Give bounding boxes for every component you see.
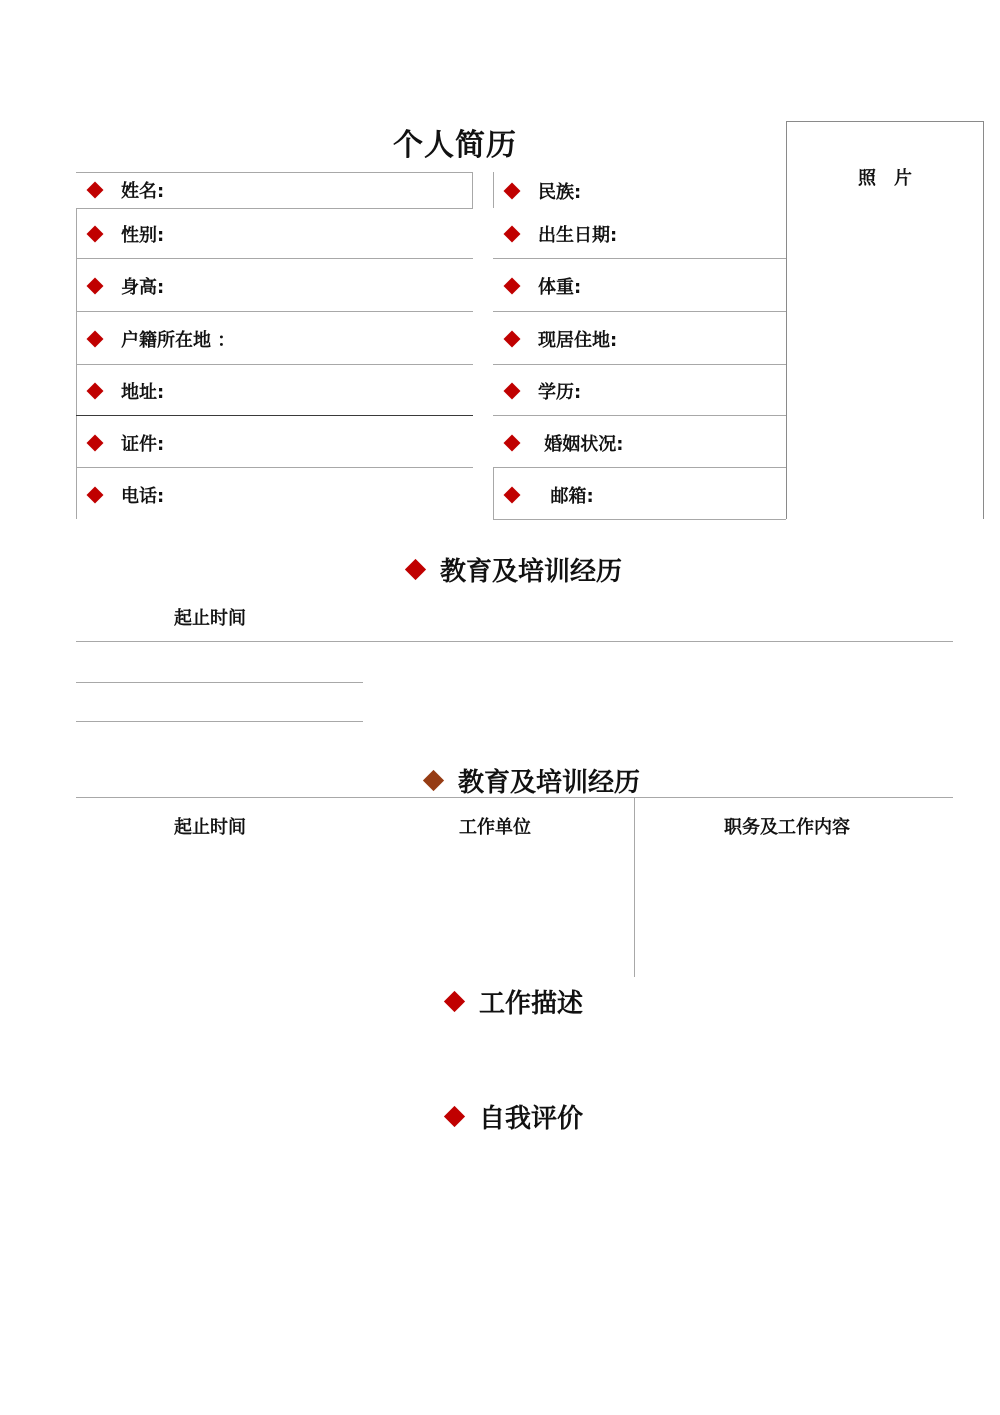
page-title: 个人简历 [393,128,517,163]
table-bottom-line-right [493,519,786,520]
bullet-diamond-icon [87,278,104,295]
row-divider-2-right [493,258,786,259]
field-current-residence[interactable] [506,326,617,352]
field-marital-status[interactable] [506,430,623,456]
bullet-diamond-icon [504,331,521,348]
bullet-diamond-icon [87,435,104,452]
experience-col-unit: 工作单位 [459,817,531,838]
field-label: 姓名: [121,181,165,202]
field-gender[interactable] [89,221,164,247]
row-divider-3-left [76,311,473,312]
row-divider-4-right [493,364,786,365]
education-col-time: 起止时间 [174,608,246,629]
experience-col-duty: 职务及工作内容 [724,817,850,838]
phone-row-right-border [493,467,494,520]
experience-top-line [76,797,953,798]
field-label: 民族: [538,182,582,203]
bullet-diamond-icon [504,226,521,243]
row-divider-6-right [493,467,786,468]
field-name[interactable] [89,177,164,203]
field-label: 体重: [538,277,582,298]
bullet-diamond-icon [504,183,521,200]
bullet-diamond-icon [87,331,104,348]
section-education [408,551,622,587]
field-household-registration[interactable] [89,326,235,352]
experience-col-time: 起止时间 [174,817,246,838]
bullet-diamond-icon [87,182,104,199]
field-label: 出生日期: [538,225,618,246]
education-row-line-1[interactable] [76,682,363,683]
name-cell-right-border [472,172,473,208]
field-label: 婚姻状况: [538,434,624,455]
field-weight[interactable] [506,273,581,299]
section-diamond-icon [444,1105,465,1126]
bullet-diamond-icon [87,226,104,243]
field-address[interactable] [89,378,164,404]
field-education-level[interactable] [506,378,581,404]
field-label: 电话: [121,486,165,507]
bullet-diamond-icon [87,383,104,400]
row-divider-6-left [76,467,473,468]
section-title: 自我评价 [479,1103,584,1134]
field-label: 性别: [121,225,165,246]
field-birth-date[interactable] [506,221,617,247]
experience-column-divider [634,797,635,977]
field-label: 证件: [121,434,165,455]
section-title: 工作描述 [479,988,584,1019]
section-experience [426,762,640,798]
section-work-description [447,983,583,1019]
field-email[interactable] [506,482,594,508]
ethnicity-cell-left-border [493,172,494,208]
section-title: 教育及培训经历 [440,556,623,587]
field-label: 邮箱: [538,486,594,507]
bullet-diamond-icon [504,278,521,295]
row-divider-2-left [76,258,473,259]
bullet-diamond-icon [504,383,521,400]
field-height[interactable] [89,273,164,299]
photo-label: 照 片 [858,168,912,189]
field-label: 现居住地: [538,330,618,351]
bullet-diamond-icon [504,435,521,452]
field-label: 身高: [121,277,165,298]
section-diamond-icon [423,769,444,790]
table-top-line [76,172,473,173]
row-divider-5-right [493,415,786,416]
field-id-document[interactable] [89,430,164,456]
row-divider-3-right [493,311,786,312]
bullet-diamond-icon [504,487,521,504]
section-self-evaluation [447,1098,583,1134]
field-phone[interactable] [89,482,164,508]
row-divider-5-left [76,415,473,416]
section-diamond-icon [405,558,426,579]
bullet-diamond-icon [87,487,104,504]
section-diamond-icon [444,990,465,1011]
field-label: 地址: [121,382,165,403]
row-divider-4-left [76,364,473,365]
row-divider-1-left [76,208,473,209]
education-row-line-2[interactable] [76,721,363,722]
education-header-line [76,641,953,642]
section-title: 教育及培训经历 [458,767,641,798]
field-ethnicity[interactable] [506,178,581,204]
field-label: 户籍所在地 ： [121,330,236,351]
field-label: 学历: [538,382,582,403]
